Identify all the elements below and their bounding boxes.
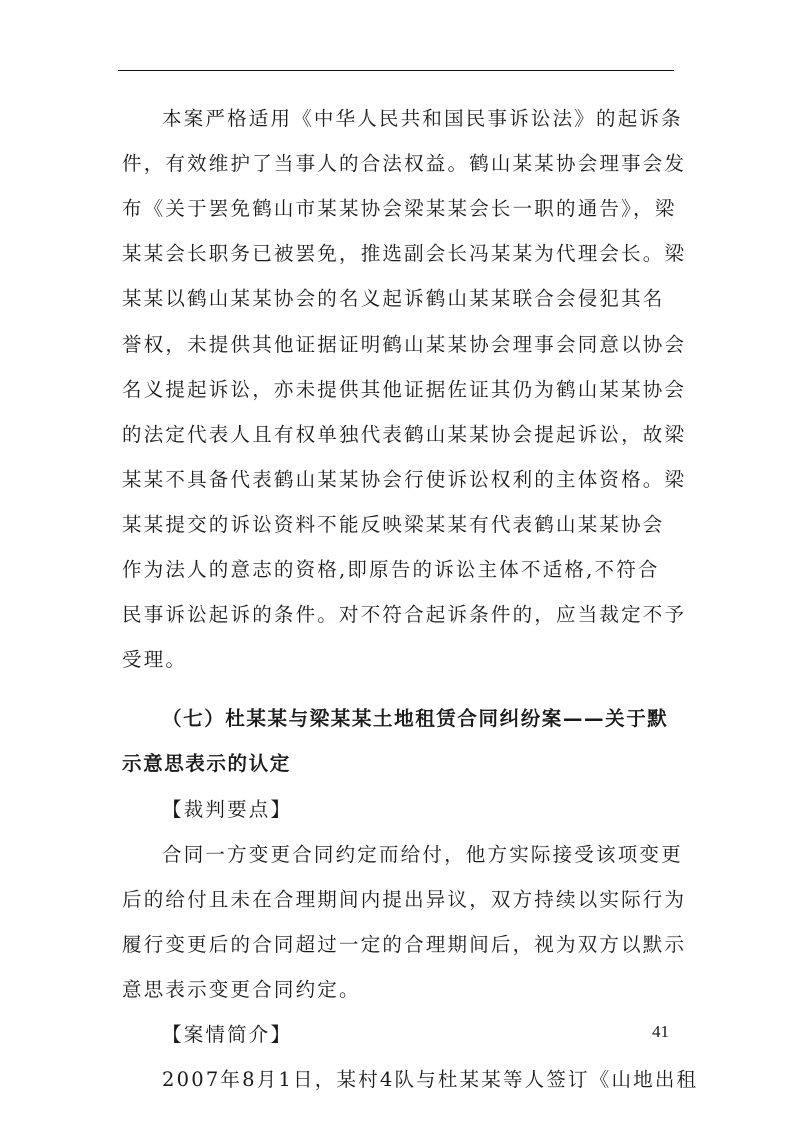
body-line: 件，有效维护了当事人的合法权益。鹤山某某协会理事会发 [122, 152, 687, 175]
body-line: 后的给付且未在合理期间内提出异议，双方持续以实际行为 [122, 888, 687, 911]
body-line: 某某提交的诉讼资料不能反映梁某某有代表鹤山某某协会 [122, 513, 665, 536]
body-line: 的法定代表人且有权单独代表鹤山某某协会提起诉讼，故梁 [122, 423, 687, 446]
body-line: 某某不具备代表鹤山某某协会行使诉讼权利的主体资格。梁 [122, 468, 687, 491]
body-line: 布《关于罢免鹤山市某某协会梁某某会长一职的通告》，梁 [122, 197, 677, 220]
page-number: 41 [652, 1022, 669, 1041]
body-line: 合同一方变更合同约定而给付，他方实际接受该项变更 [162, 843, 683, 866]
body-line: 民事诉讼起诉的条件。对不符合起诉条件的，应当裁定不予 [122, 603, 687, 626]
body-line: 履行变更后的合同超过一定的合理期间后，视为双方以默示 [122, 933, 687, 956]
subsection-label: 【裁判要点】 [162, 798, 293, 821]
body-line: 意思表示变更合同约定。 [122, 978, 361, 1001]
body-line: 本案严格适用《中华人民共和国民事诉讼法》的起诉条 [162, 107, 683, 130]
body-line: 誉权，未提供其他证据证明鹤山某某协会理事会同意以协会 [122, 333, 687, 356]
body-line: 名义提起诉讼，亦未提供其他证据佐证其仍为鹤山某某协会 [122, 378, 687, 401]
body-line: 某某以鹤山某某协会的名义起诉鹤山某某联合会侵犯其名 [122, 287, 665, 310]
body-line: 某某会长职务已被罢免，推选副会长冯某某为代理会长。梁 [122, 242, 687, 265]
body-line: 作为法人的意志的资格,即原告的诉讼主体不适格,不符合 [122, 558, 660, 581]
body-line: 受理。 [122, 648, 188, 671]
section-heading: （七）杜某某与梁某某土地租赁合同纠纷案——关于默 [162, 707, 669, 730]
header-rule [118, 70, 674, 71]
subsection-label: 【案情简介】 [162, 1023, 293, 1046]
body-line: 2007年8月1日，某村4队与杜某某等人签订《山地出租 [162, 1068, 699, 1091]
section-heading: 示意思表示的认定 [122, 752, 291, 775]
